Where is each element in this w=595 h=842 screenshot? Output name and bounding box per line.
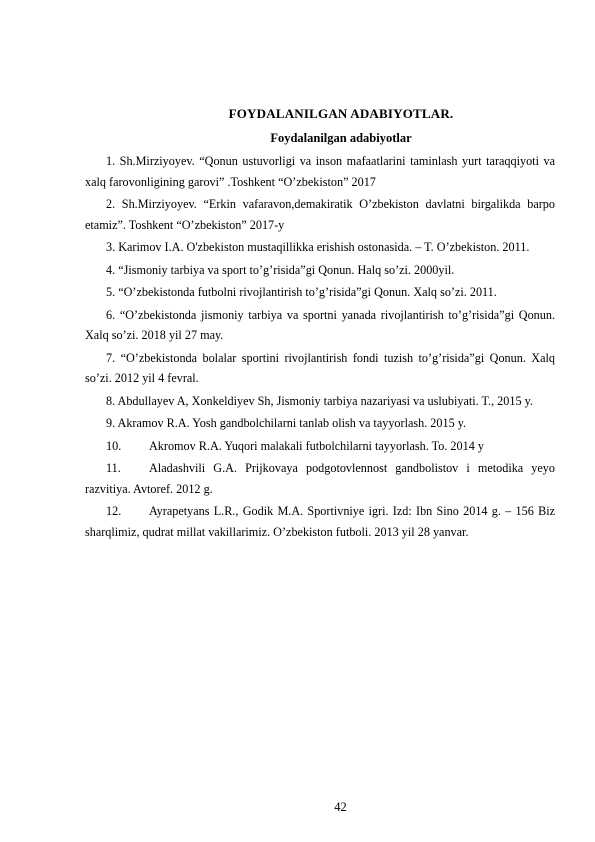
reference-item: 3. Karimov I.A. O'zbekiston mustaqillikka erishish ostonasida. – T. O’zbekiston. 2011. xyxy=(106,240,530,254)
reference-item: 7. “O’zbekistonda bolalar sportini rivojlantirish fondi tuzish to’g’risida”gi Qonun. Xalq so’zi. 2012 yil 4 fevral. xyxy=(85,350,555,385)
page-number: 42 xyxy=(334,800,347,814)
reference-item: 2. Sh.Mirziyoyev. “Erkin vafaravon,demakiratik O’zbekiston davlatni birgalikda barpo etamiz”. Toshkent “O’zbekiston” 2017-y xyxy=(85,197,555,232)
reference-item: 6. “O’zbekistonda jismoniy tarbiya va sportni yanada rivojlantirish to’g’risida”gi Qonun. Xalq so’zi. 2018 yil 27 may. xyxy=(85,307,555,342)
reference-item: 4. “Jismoniy tarbiya va sport to’g’risida”gi Qonun. Halq so’zi. 2000yil. xyxy=(106,262,455,277)
reference-list xyxy=(85,151,555,544)
reference-item: 9. Akramov R.A. Yosh gandbolchilarni tanlab olish va tayyorlash. 2015 y. xyxy=(106,416,467,430)
reference-item: 5. “O’zbekistonda futbolni rivojlantirish to’g’risida”gi Qonun. Xalq so’zi. 2011. xyxy=(106,285,497,299)
reference-item: 12. Ayrapetyans L.R., Godik M.A. Sportivniye igri. Izd: Ibn Sino 2014 g. – 156 Biz sharqlimiz, qudrat millat vakillarimiz. O’zbekiston futboli. 2013 yil 28 yanvar. xyxy=(85,504,555,539)
reference-item: 11. Aladashvili G.A. Prijkovaya podgotovlennost gandbolistov i metodika yeyo razvitiya. Avtoref. 2012 g. xyxy=(85,461,555,496)
reference-item: 1. Sh.Mirziyoyev. “Qonun ustuvorligi va inson mafaatlarini taminlash yurt taraqqiyoti va xalq farovonligining garovi” .Toshkent “O’zbekiston” 2017 xyxy=(85,154,555,189)
page-title: FOYDALANILGAN ADABIYOTLAR. xyxy=(228,106,454,121)
reference-item: 10. Akromov R.A. Yuqori malakali futbolchilarni tayyorlash. To. 2014 y xyxy=(106,438,484,453)
section-subtitle: Foydalanilgan adabiyotlar xyxy=(270,131,412,145)
reference-item: 8. Abdullayev A, Xonkeldiyev Sh, Jismoniy tarbiya nazariyasi va uslubiyati. T., 2015 y. xyxy=(106,393,533,408)
